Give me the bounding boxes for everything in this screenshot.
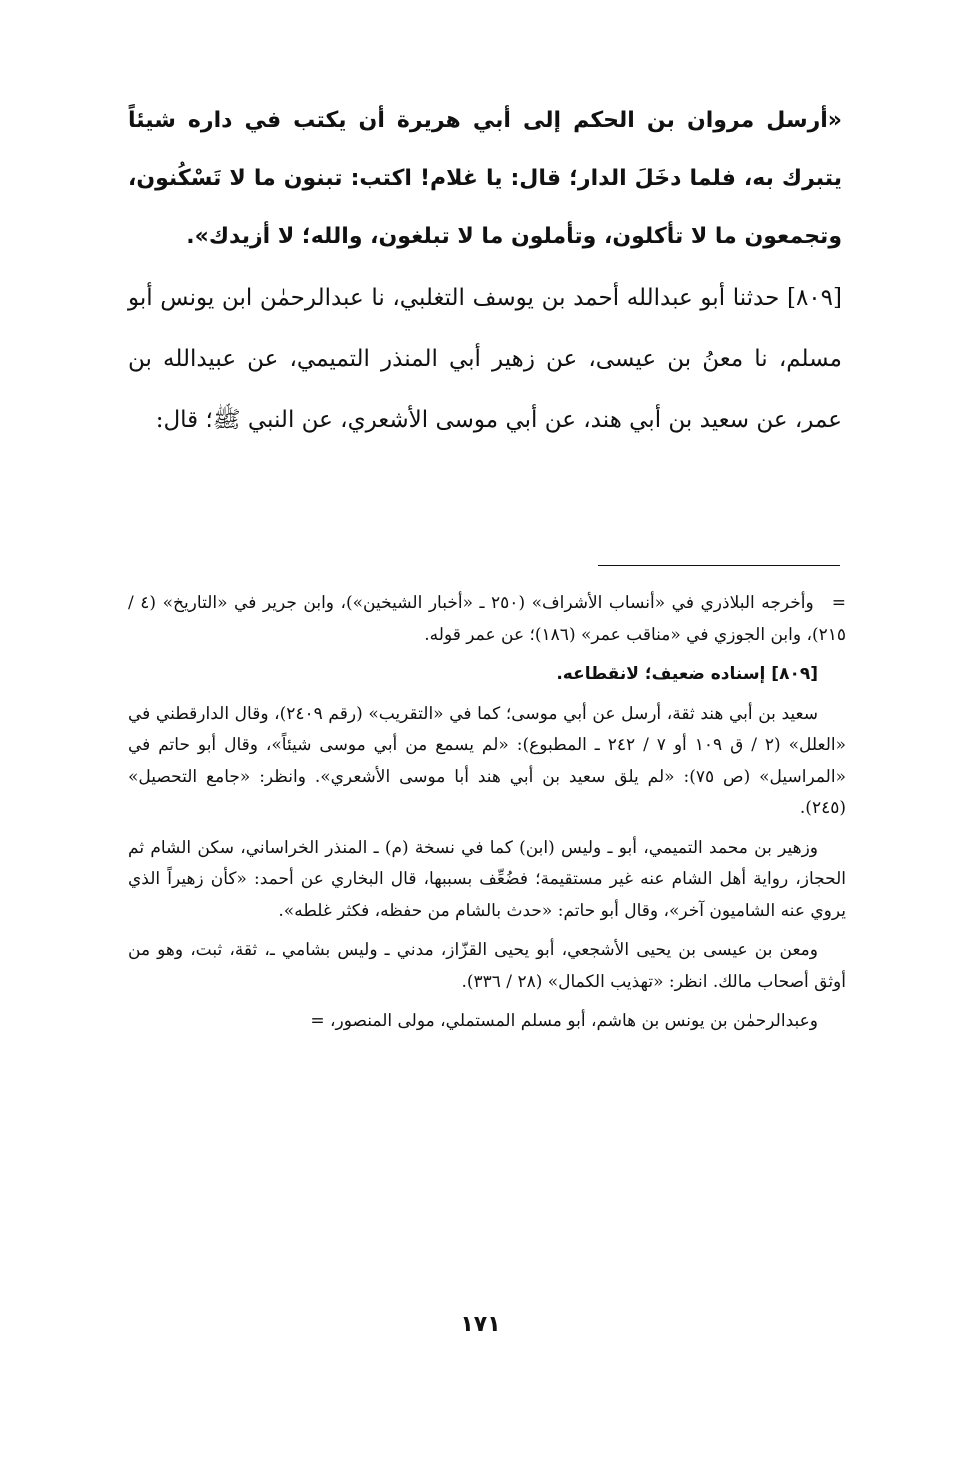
footnote-paragraph: وزهير بن محمد التميمي، أبو ـ وليس (ابن) كما في نسخة (م) ـ المنذر الخراساني، سكن الشام ثم الحجاز، رواية أهل الشام عنه غير مستقيمة؛ فضُعِّف بسببها، قال البخاري عن أحمد: «كأن زهيراً الذي يروي عنه الشاميون آخر»، وقال أبو حاتم: «حدث بالشام من حفظه، فكثر غلطه». bbox=[128, 837, 846, 921]
quoted-athar: «أرسل مروان بن الحكم إلى أبي هريرة أن يكتب في داره شيئاً يتبرك به، فلما دخَلَ الدار؛ قال: يا غلام! اكتب: تبنون ما لا تَسْكُنون، وتجمعون ما لا تأكلون، وتأملون ما لا تبلغون، والله؛ لا أزيدك». bbox=[128, 108, 842, 249]
page-number: ١٧١ bbox=[460, 1312, 501, 1337]
footnote-continuation bbox=[128, 588, 846, 651]
main-text bbox=[128, 92, 842, 451]
footnote-paragraph bbox=[128, 1006, 846, 1038]
footnote-last-text: وعبدالرحمٰن بن يونس بن هاشم، أبو مسلم المستملي، مولى المنصور، bbox=[330, 1011, 818, 1031]
footnotes bbox=[128, 588, 846, 1046]
footnote-divider bbox=[598, 565, 840, 566]
footnote-paragraph: ومعن بن عيسى بن يحيى الأشجعي، أبو يحيى القزّاز، مدني ـ وليس بشامي ـ، ثقة، ثبت، وهو من أوثق أصحاب مالك. انظر: «تهذيب الكمال» (٢٨ / ٣٣٦). bbox=[128, 940, 846, 992]
footnote-continuation-text: وأخرجه البلاذري في «أنساب الأشراف» (٢٥٠ ـ «أخبار الشيخين»)، وابن جرير في «التاريخ» (٤ / ٢١٥)، وابن الجوزي في «مناقب عمر» (١٨٦)؛ عن عمر قوله. bbox=[128, 593, 846, 645]
footnote-paragraph: سعيد بن أبي هند ثقة، أرسل عن أبي موسى؛ كما في «التقريب» (رقم ٢٤٠٩)، وقال الدارقطني في «العلل» (٢ / ق ١٠٩ أو ٧ / ٢٤٢ ـ المطبوع): «لم يسمع من أبي موسى شيئاً»، وقال أبو حاتم في «المراسيل» (ص ٧٥): «لم يلق سعيد بن أبي هند أبا موسى الأشعري». وانظر: «جامع التحصيل» (٢٤٥). bbox=[128, 703, 846, 818]
continuation-mark: = bbox=[831, 593, 846, 613]
footnote-heading-809: [٨٠٩] إسناده ضعيف؛ لانقطاعه. bbox=[556, 664, 818, 684]
continuation-mark: = bbox=[310, 1011, 325, 1031]
hadith-809-text: [٨٠٩] حدثنا أبو عبدالله أحمد بن يوسف التغلبي، نا عبدالرحمٰن ابن يونس أبو مسلم، نا معنُ بن عيسى، عن زهير أبي المنذر التميمي، عن عبيدالله بن عمر، عن سعيد بن أبي هند، عن أبي موسى الأشعري، عن النبي ﷺ؛ قال: bbox=[128, 285, 842, 433]
